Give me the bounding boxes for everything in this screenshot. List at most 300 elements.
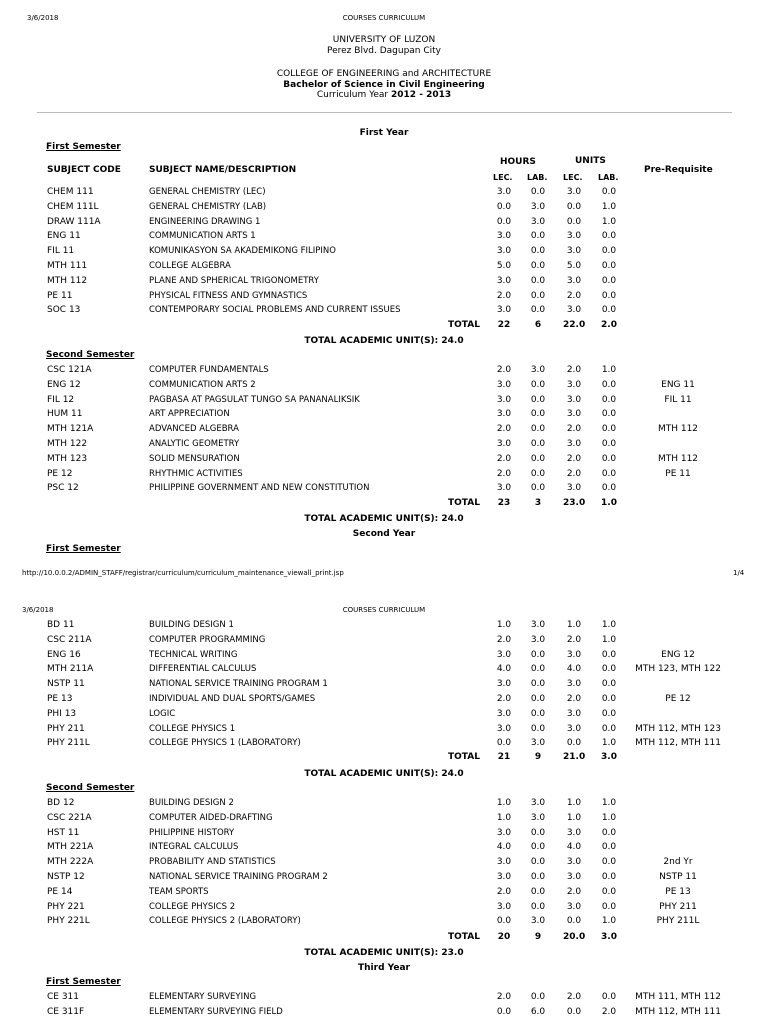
units-lec: 2.0 bbox=[566, 886, 582, 897]
subject-code: DRAW 111A bbox=[47, 216, 101, 227]
prerequisite: PHY 211L bbox=[656, 916, 700, 927]
total-units-lec: 20.0 bbox=[563, 932, 586, 942]
subject-code: ENG 12 bbox=[47, 379, 81, 390]
total-hours-lab: 3 bbox=[534, 498, 542, 508]
prerequisite: PE 13 bbox=[665, 886, 691, 897]
subject-name: INTEGRAL CALCULUS bbox=[149, 842, 239, 853]
table-row bbox=[0, 828, 768, 842]
hours-lab: 0.0 bbox=[530, 394, 546, 405]
hours-lab: 0.0 bbox=[530, 708, 546, 719]
college-name: COLLEGE OF ENGINEERING and ARCHITECTURE bbox=[276, 69, 492, 79]
hours-lec: 3.0 bbox=[496, 827, 512, 838]
total-hours-lec: 21 bbox=[497, 752, 511, 762]
hours-lab: 3.0 bbox=[530, 365, 546, 375]
subject-name: NATIONAL SERVICE TRAINING PROGRAM 1 bbox=[149, 679, 328, 690]
subject-code: PE 12 bbox=[47, 468, 73, 479]
units-lab: 0.0 bbox=[601, 453, 617, 464]
prerequisite: PE 12 bbox=[665, 694, 691, 704]
total-row-y2s1 bbox=[0, 752, 768, 766]
col-hours: HOURS bbox=[500, 157, 536, 167]
hours-lec: 2.0 bbox=[496, 365, 512, 375]
prerequisite: PE 11 bbox=[665, 468, 691, 479]
subject-name: COMPUTER FUNDAMENTALS bbox=[149, 365, 269, 375]
units-lab: 0.0 bbox=[601, 679, 617, 690]
units-lab: 0.0 bbox=[601, 708, 617, 719]
table-row bbox=[0, 261, 768, 275]
table-row bbox=[0, 992, 768, 1006]
units-lab: 1.0 bbox=[601, 738, 617, 749]
units-lab: 1.0 bbox=[601, 812, 617, 823]
table-row bbox=[0, 813, 768, 827]
units-lab: 0.0 bbox=[601, 394, 617, 405]
units-lec: 2.0 bbox=[566, 453, 582, 464]
hours-lab: 0.0 bbox=[530, 886, 546, 897]
units-lec: 3.0 bbox=[566, 723, 582, 734]
university-address: Perez Blvd. Dagupan City bbox=[327, 46, 441, 56]
subject-code: MTH 111 bbox=[47, 261, 88, 271]
subject-name: COLLEGE PHYSICS 1 bbox=[149, 723, 236, 734]
subject-code: CSC 221A bbox=[47, 812, 92, 823]
subject-code: PSC 12 bbox=[47, 483, 79, 494]
total-units-lec: 23.0 bbox=[563, 498, 586, 508]
hours-lec: 3.0 bbox=[496, 231, 512, 242]
total-label: TOTAL bbox=[448, 752, 480, 762]
subject-name: BUILDING DESIGN 2 bbox=[149, 798, 234, 808]
curriculum-year-label: Curriculum Year bbox=[316, 90, 389, 100]
prerequisite: PHY 211 bbox=[659, 901, 697, 912]
units-lab: 0.0 bbox=[601, 872, 617, 882]
total-academic-units: TOTAL ACADEMIC UNIT(S): 23.0 bbox=[304, 948, 464, 958]
hours-lab: 0.0 bbox=[530, 872, 546, 882]
subject-code: PHY 221L bbox=[47, 916, 90, 927]
table-row bbox=[0, 679, 768, 693]
subject-code: PHY 211 bbox=[47, 723, 85, 734]
curriculum-year-value: 2012 - 2013 bbox=[391, 90, 452, 100]
units-lab: 0.0 bbox=[601, 246, 617, 257]
table-row bbox=[0, 365, 768, 379]
program-name: Bachelor of Science in Civil Engineering bbox=[283, 80, 485, 90]
table-row bbox=[0, 620, 768, 634]
subject-code: ENG 16 bbox=[47, 649, 81, 660]
table-row bbox=[0, 842, 768, 856]
prerequisite: MTH 112, MTH 123 bbox=[635, 723, 721, 734]
col-units: UNITS bbox=[575, 156, 606, 166]
hours-lec: 4.0 bbox=[496, 842, 512, 853]
table-row bbox=[0, 664, 768, 678]
prerequisite: MTH 111, MTH 112 bbox=[635, 992, 721, 1002]
units-lec: 3.0 bbox=[566, 679, 582, 690]
table-row bbox=[0, 724, 768, 738]
hours-lab: 3.0 bbox=[530, 620, 546, 630]
units-lec: 0.0 bbox=[566, 916, 582, 927]
subject-code: SOC 13 bbox=[47, 305, 81, 316]
units-lab: 0.0 bbox=[601, 694, 617, 704]
subject-name: PHYSICAL FITNESS AND GYMNASTICS bbox=[149, 290, 308, 301]
subject-code: MTH 123 bbox=[47, 453, 88, 464]
units-lec: 3.0 bbox=[566, 872, 582, 882]
hours-lab: 0.0 bbox=[530, 246, 546, 257]
hours-lec: 3.0 bbox=[496, 246, 512, 257]
subject-code: MTH 222A bbox=[47, 857, 94, 868]
units-lec: 4.0 bbox=[566, 664, 582, 675]
hours-lab: 3.0 bbox=[530, 812, 546, 823]
units-lec: 3.0 bbox=[566, 305, 582, 316]
footer-url: http://10.0.0.2/ADMIN_STAFF/registrar/curriculum/curriculum_maintenance_viewall_print.jsp bbox=[22, 569, 344, 577]
subject-code: PHI 13 bbox=[47, 708, 77, 719]
semester-heading: Second Semester bbox=[46, 783, 135, 793]
table-row bbox=[0, 709, 768, 723]
prerequisite: ENG 11 bbox=[661, 379, 695, 390]
hours-lab: 0.0 bbox=[530, 305, 546, 316]
subject-name: CONTEMPORARY SOCIAL PROBLEMS AND CURRENT ISSUES bbox=[149, 305, 401, 316]
units-lec: 3.0 bbox=[566, 857, 582, 868]
hours-lec: 1.0 bbox=[496, 812, 512, 823]
units-lab: 0.0 bbox=[601, 261, 617, 271]
hours-lec: 2.0 bbox=[496, 694, 512, 704]
subject-code: HST 11 bbox=[47, 827, 80, 838]
total-hours-lec: 23 bbox=[497, 498, 511, 508]
total-academic-units: TOTAL ACADEMIC UNIT(S): 24.0 bbox=[304, 336, 464, 346]
hours-lab: 0.0 bbox=[530, 439, 546, 449]
hours-lec: 3.0 bbox=[496, 439, 512, 449]
total-units-lab: 3.0 bbox=[601, 752, 617, 762]
subject-code: FIL 12 bbox=[47, 394, 75, 405]
units-lab: 1.0 bbox=[601, 798, 617, 808]
units-lab: 1.0 bbox=[601, 620, 617, 630]
hours-lec: 2.0 bbox=[496, 424, 512, 435]
subject-name: ELEMENTARY SURVEYING FIELD bbox=[149, 1006, 283, 1017]
hours-lab: 0.0 bbox=[530, 424, 546, 435]
hours-lec: 3.0 bbox=[496, 857, 512, 868]
total-units-lab: 1.0 bbox=[601, 498, 617, 508]
units-lec: 0.0 bbox=[566, 1006, 582, 1017]
table-row bbox=[0, 231, 768, 245]
hours-lab: 0.0 bbox=[530, 694, 546, 704]
hours-lec: 3.0 bbox=[496, 872, 512, 882]
hours-lec: 2.0 bbox=[496, 886, 512, 897]
table-row bbox=[0, 798, 768, 812]
total-hours-lab: 9 bbox=[534, 752, 542, 762]
hours-lab: 0.0 bbox=[530, 857, 546, 868]
units-lab: 2.0 bbox=[601, 1006, 617, 1017]
table-row bbox=[0, 887, 768, 901]
hours-lec: 0.0 bbox=[496, 216, 512, 227]
subject-name: COLLEGE ALGEBRA bbox=[149, 261, 231, 271]
units-lab: 0.0 bbox=[601, 664, 617, 675]
subject-name: PROBABILITY AND STATISTICS bbox=[149, 857, 276, 868]
units-lec: 2.0 bbox=[566, 992, 582, 1002]
subject-name: PLANE AND SPHERICAL TRIGONOMETRY bbox=[149, 275, 319, 286]
hours-lab: 3.0 bbox=[530, 634, 546, 645]
hours-lec: 1.0 bbox=[496, 620, 512, 630]
hours-lab: 0.0 bbox=[530, 187, 546, 197]
print-header-title: COURSES CURRICULUM bbox=[342, 606, 426, 614]
table-row bbox=[0, 246, 768, 260]
subject-name: COMPUTER PROGRAMMING bbox=[149, 634, 266, 645]
units-lab: 1.0 bbox=[601, 201, 617, 212]
university-name: UNIVERSITY OF LUZON bbox=[332, 35, 436, 45]
hours-lec: 3.0 bbox=[496, 305, 512, 316]
units-lab: 0.0 bbox=[601, 424, 617, 435]
subject-code: CSC 121A bbox=[47, 365, 92, 375]
subject-name: ADVANCED ALGEBRA bbox=[149, 424, 239, 435]
subject-code: MTH 211A bbox=[47, 664, 94, 675]
hours-lab: 0.0 bbox=[530, 231, 546, 242]
subject-name: NATIONAL SERVICE TRAINING PROGRAM 2 bbox=[149, 872, 328, 882]
units-lec: 3.0 bbox=[566, 409, 582, 420]
subject-name: SOLID MENSURATION bbox=[149, 453, 240, 464]
hours-lec: 3.0 bbox=[496, 649, 512, 660]
hours-lec: 3.0 bbox=[496, 679, 512, 690]
subject-code: NSTP 11 bbox=[47, 679, 85, 690]
subject-name: GENERAL CHEMISTRY (LAB) bbox=[149, 201, 267, 212]
print-header-title: COURSES CURRICULUM bbox=[342, 14, 426, 22]
subject-name: ART APPRECIATION bbox=[149, 409, 230, 420]
hours-lab: 0.0 bbox=[530, 723, 546, 734]
units-lec: 0.0 bbox=[566, 201, 582, 212]
subject-code: ENG 11 bbox=[47, 231, 81, 242]
semester-heading: First Semester bbox=[46, 977, 121, 987]
table-row bbox=[0, 291, 768, 305]
hours-lab: 3.0 bbox=[530, 798, 546, 808]
table-row bbox=[0, 395, 768, 409]
semester-heading: Second Semester bbox=[46, 350, 135, 360]
units-lec: 1.0 bbox=[566, 620, 582, 630]
units-lab: 0.0 bbox=[601, 827, 617, 838]
table-row bbox=[0, 202, 768, 216]
hours-lec: 2.0 bbox=[496, 468, 512, 479]
total-label: TOTAL bbox=[448, 932, 480, 942]
units-lab: 0.0 bbox=[601, 992, 617, 1002]
units-lec: 2.0 bbox=[566, 424, 582, 435]
table-row bbox=[0, 650, 768, 664]
total-academic-units: TOTAL ACADEMIC UNIT(S): 24.0 bbox=[304, 769, 464, 779]
hours-lec: 3.0 bbox=[496, 901, 512, 912]
total-row-y1s2 bbox=[0, 498, 768, 512]
units-lab: 0.0 bbox=[601, 231, 617, 242]
hours-lec: 1.0 bbox=[496, 798, 512, 808]
total-units-lec: 22.0 bbox=[563, 320, 586, 330]
total-row-y1s1 bbox=[0, 320, 768, 334]
units-lab: 0.0 bbox=[601, 649, 617, 660]
subject-name: BUILDING DESIGN 1 bbox=[149, 620, 234, 630]
subject-name: TEAM SPORTS bbox=[149, 886, 209, 897]
hours-lab: 0.0 bbox=[530, 275, 546, 286]
curriculum-year bbox=[0, 90, 768, 100]
col-subject-code: SUBJECT CODE bbox=[47, 165, 121, 175]
subject-name: PAGBASA AT PAGSULAT TUNGO SA PANANALIKSIK bbox=[149, 394, 360, 405]
subject-name: COMMUNICATION ARTS 2 bbox=[149, 379, 256, 390]
total-hours-lab: 6 bbox=[534, 320, 542, 330]
units-lab: 0.0 bbox=[601, 187, 617, 197]
subject-name: COMMUNICATION ARTS 1 bbox=[149, 231, 256, 242]
hours-lec: 0.0 bbox=[496, 916, 512, 927]
subject-name: COLLEGE PHYSICS 2 bbox=[149, 901, 236, 912]
table-row bbox=[0, 187, 768, 201]
subject-code: CHEM 111 bbox=[47, 187, 94, 197]
subject-code: PE 11 bbox=[47, 290, 73, 301]
hours-lab: 0.0 bbox=[530, 992, 546, 1002]
units-lec: 2.0 bbox=[566, 290, 582, 301]
table-row bbox=[0, 424, 768, 438]
units-lec: 3.0 bbox=[566, 708, 582, 719]
units-lec: 3.0 bbox=[566, 901, 582, 912]
units-lec: 3.0 bbox=[566, 246, 582, 257]
units-lec: 3.0 bbox=[566, 649, 582, 660]
total-label: TOTAL bbox=[448, 320, 480, 330]
total-hours-lec: 22 bbox=[497, 320, 511, 330]
subject-name: RHYTHMIC ACTIVITIES bbox=[149, 468, 243, 479]
hours-lab: 0.0 bbox=[530, 649, 546, 660]
total-hours-lec: 20 bbox=[497, 932, 511, 942]
units-lab: 1.0 bbox=[601, 916, 617, 927]
table-row bbox=[0, 738, 768, 752]
table-row bbox=[0, 857, 768, 871]
table-row bbox=[0, 872, 768, 886]
subject-code: MTH 122 bbox=[47, 439, 88, 449]
units-lab: 0.0 bbox=[601, 290, 617, 301]
subject-code: CSC 211A bbox=[47, 634, 92, 645]
units-lec: 2.0 bbox=[566, 468, 582, 479]
units-lab: 0.0 bbox=[601, 857, 617, 868]
subject-code: MTH 112 bbox=[47, 275, 88, 286]
table-row bbox=[0, 635, 768, 649]
subject-code: MTH 121A bbox=[47, 424, 94, 435]
total-units-lab: 3.0 bbox=[601, 932, 617, 942]
units-lab: 0.0 bbox=[601, 842, 617, 853]
subject-name: ELEMENTARY SURVEYING bbox=[149, 992, 257, 1002]
subject-name: DIFFERENTIAL CALCULUS bbox=[149, 664, 257, 675]
units-lab: 0.0 bbox=[601, 468, 617, 479]
hours-lab: 6.0 bbox=[530, 1006, 546, 1017]
table-row bbox=[0, 439, 768, 453]
units-lec: 3.0 bbox=[566, 275, 582, 286]
units-lec: 3.0 bbox=[566, 187, 582, 197]
subject-code: CHEM 111L bbox=[47, 201, 99, 212]
units-lab: 1.0 bbox=[601, 216, 617, 227]
hours-lec: 2.0 bbox=[496, 453, 512, 464]
prerequisite: ENG 12 bbox=[661, 649, 695, 660]
units-lec: 2.0 bbox=[566, 365, 582, 375]
col-subject-name: SUBJECT NAME/DESCRIPTION bbox=[149, 165, 297, 175]
total-units-lab: 2.0 bbox=[601, 320, 617, 330]
units-lab: 0.0 bbox=[601, 379, 617, 390]
units-lab: 0.0 bbox=[601, 901, 617, 912]
subject-code: CE 311F bbox=[47, 1006, 85, 1017]
hours-lab: 0.0 bbox=[530, 290, 546, 301]
table-row bbox=[0, 1007, 768, 1021]
subject-code: FIL 11 bbox=[47, 246, 75, 257]
units-lec: 0.0 bbox=[566, 216, 582, 227]
table-row bbox=[0, 469, 768, 483]
subject-name: COLLEGE PHYSICS 1 (LABORATORY) bbox=[149, 738, 301, 749]
subject-code: CE 311 bbox=[47, 992, 80, 1002]
units-lab: 0.0 bbox=[601, 483, 617, 494]
hours-lec: 4.0 bbox=[496, 664, 512, 675]
table-row bbox=[0, 483, 768, 497]
units-lab: 0.0 bbox=[601, 439, 617, 449]
print-date: 3/6/2018 bbox=[22, 606, 54, 614]
subject-name: COMPUTER AIDED-DRAFTING bbox=[149, 812, 273, 823]
hours-lab: 0.0 bbox=[530, 379, 546, 390]
hours-lab: 3.0 bbox=[530, 201, 546, 212]
units-lab: 0.0 bbox=[601, 409, 617, 420]
hours-lec: 3.0 bbox=[496, 275, 512, 286]
footer-page: 1/4 bbox=[733, 569, 745, 577]
subject-name: GENERAL CHEMISTRY (LEC) bbox=[149, 187, 266, 197]
subject-code: BD 12 bbox=[47, 798, 75, 808]
units-lab: 0.0 bbox=[601, 305, 617, 316]
total-units-lec: 21.0 bbox=[563, 752, 586, 762]
units-lec: 4.0 bbox=[566, 842, 582, 853]
hours-lab: 0.0 bbox=[530, 901, 546, 912]
units-lab: 1.0 bbox=[601, 365, 617, 375]
table-row bbox=[0, 217, 768, 231]
prerequisite: MTH 112 bbox=[657, 453, 699, 464]
hours-lec: 3.0 bbox=[496, 394, 512, 405]
print-date: 3/6/2018 bbox=[27, 14, 59, 22]
total-academic-units: TOTAL ACADEMIC UNIT(S): 24.0 bbox=[304, 514, 464, 524]
table-row bbox=[0, 380, 768, 394]
hours-lab: 0.0 bbox=[530, 679, 546, 690]
prerequisite: MTH 112, MTH 111 bbox=[635, 1006, 721, 1017]
subject-name: PHILIPPINE HISTORY bbox=[149, 827, 235, 838]
subject-name: INDIVIDUAL AND DUAL SPORTS/GAMES bbox=[149, 694, 316, 704]
total-label: TOTAL bbox=[448, 498, 480, 508]
prerequisite: MTH 112 bbox=[657, 424, 699, 435]
subject-code: PHY 221 bbox=[47, 901, 85, 912]
subject-name: COLLEGE PHYSICS 2 (LABORATORY) bbox=[149, 916, 301, 927]
units-lec: 5.0 bbox=[566, 261, 582, 271]
units-lec: 2.0 bbox=[566, 694, 582, 704]
subject-code: NSTP 12 bbox=[47, 872, 85, 882]
hours-lec: 3.0 bbox=[496, 708, 512, 719]
hours-lec: 3.0 bbox=[496, 409, 512, 420]
units-lec: 3.0 bbox=[566, 827, 582, 838]
hours-lab: 0.0 bbox=[530, 483, 546, 494]
prerequisite: 2nd Yr bbox=[663, 857, 693, 868]
subject-code: MTH 221A bbox=[47, 842, 94, 853]
units-lec: 3.0 bbox=[566, 483, 582, 494]
subject-name: KOMUNIKASYON SA AKADEMIKONG FILIPINO bbox=[149, 246, 336, 257]
total-row-y2s2 bbox=[0, 932, 768, 946]
prerequisite: MTH 123, MTH 122 bbox=[635, 664, 721, 675]
subject-name: ENGINEERING DRAWING 1 bbox=[149, 216, 261, 227]
subject-code: PE 14 bbox=[47, 886, 73, 897]
hours-lec: 2.0 bbox=[496, 992, 512, 1002]
table-row bbox=[0, 916, 768, 930]
total-hours-lab: 9 bbox=[534, 932, 542, 942]
subject-code: BD 11 bbox=[47, 620, 75, 630]
hours-lec: 2.0 bbox=[496, 290, 512, 301]
table-row bbox=[0, 454, 768, 468]
hours-lec: 0.0 bbox=[496, 738, 512, 749]
hours-lab: 0.0 bbox=[530, 827, 546, 838]
units-lab: 0.0 bbox=[601, 275, 617, 286]
prerequisite: MTH 112, MTH 111 bbox=[635, 738, 721, 749]
hours-lec: 0.0 bbox=[496, 1006, 512, 1017]
hours-lab: 0.0 bbox=[530, 409, 546, 420]
table-row bbox=[0, 409, 768, 423]
units-lab: 0.0 bbox=[601, 886, 617, 897]
col-units-lab: LAB. bbox=[598, 173, 619, 182]
hours-lec: 2.0 bbox=[496, 634, 512, 645]
subject-code: HUM 11 bbox=[47, 409, 83, 420]
hours-lec: 3.0 bbox=[496, 723, 512, 734]
subject-code: PE 13 bbox=[47, 694, 73, 704]
units-lec: 3.0 bbox=[566, 379, 582, 390]
subject-code: PHY 211L bbox=[47, 738, 90, 749]
